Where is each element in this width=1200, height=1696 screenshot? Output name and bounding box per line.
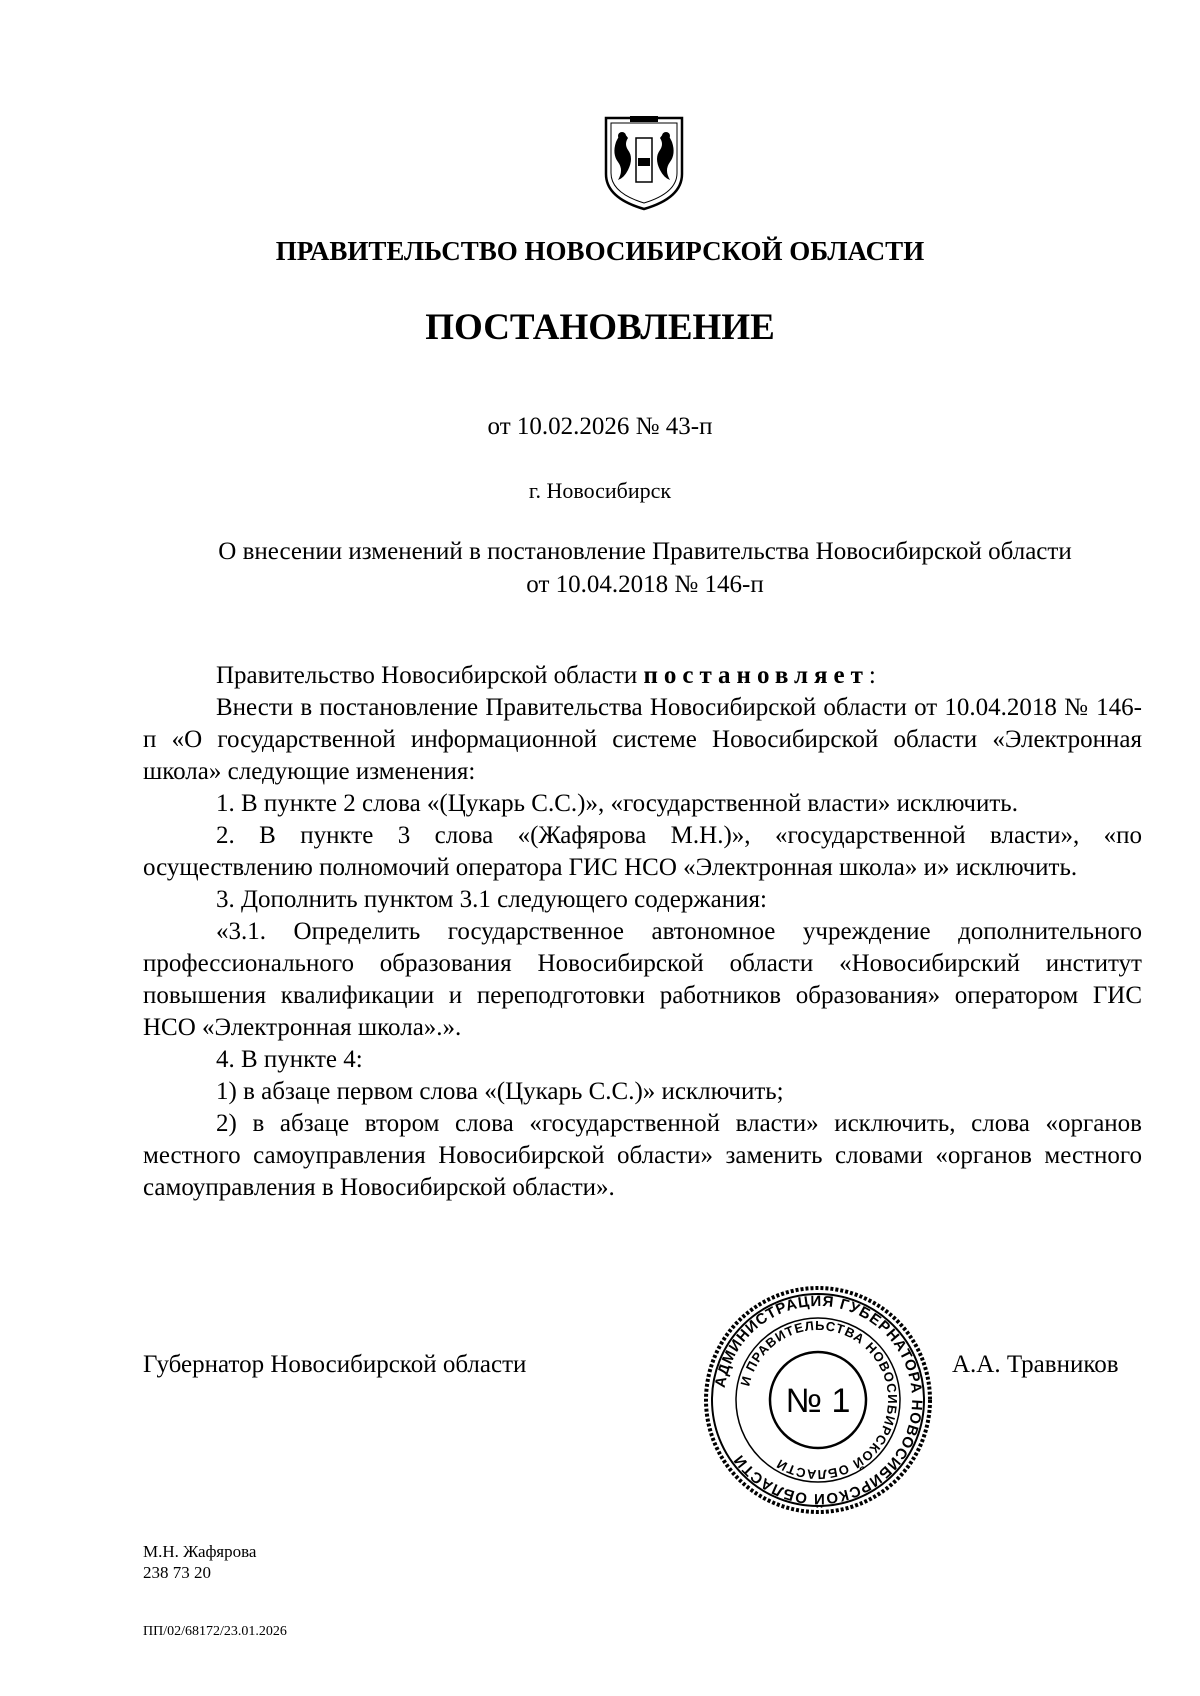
seal-center-number: № 1 — [785, 1382, 851, 1420]
body-paragraph: «3.1. Определить государственное автономное учреждение дополнительного профессионального образования Новосибирской области «Новосибирский институт повышения квалификации и переподготовки работников образования» оператором ГИС НСО «Электронная школа».». — [143, 918, 1142, 1041]
performer-name: М.Н. Жафярова — [143, 1542, 257, 1561]
document-reference: ПП/02/68172/23.01.2026 — [143, 1624, 287, 1639]
body-paragraph: 2. В пункте 3 слова «(Жафярова М.Н.)», «государственной власти», «по осуществлению полномочий оператора ГИС НСО «Электронная школа» и» исключить. — [143, 822, 1142, 881]
body-paragraph: 3. Дополнить пунктом 3.1 следующего содержания: — [216, 886, 767, 913]
body-paragraph: 2) в абзаце втором слова «государственной власти» исключить, слова «органов местного самоуправления Новосибирской области» заменить словами «органов местного самоуправления в Новосибирской области». — [143, 1110, 1142, 1201]
document-subject — [150, 535, 1140, 601]
signatory-position: Губернатор Новосибирской области — [143, 1351, 527, 1378]
body-paragraph: 1) в абзаце первом слова «(Цукарь С.С.)» исключить; — [216, 1078, 784, 1105]
performer-info — [143, 1541, 256, 1583]
official-seal-stamp — [698, 1280, 938, 1520]
performer-phone: 238 73 20 — [143, 1563, 211, 1582]
body-intro — [143, 660, 1142, 692]
coat-of-arms-icon — [602, 112, 686, 212]
body-paragraph: Внести в постановление Правительства Новосибирской области от 10.04.2018 № 146-п «О государственной информационной системе Новосибирской области «Электронная школа» следующие изменения: — [143, 694, 1142, 785]
seal-outer-text: АДМИНИСТРАЦИЯ ГУБЕРНАТОРА НОВОСИБИРСКОЙ ОБЛАСТИ — [711, 1292, 926, 1508]
intro-prefix: Правительство Новосибирской области — [216, 662, 644, 689]
signatory-name: А.А. Травников — [952, 1351, 1119, 1378]
seal-inner-text: И ПРАВИТЕЛЬСТВА НОВОСИБИРСКОЙ ОБЛАСТИ — [737, 1317, 901, 1483]
subject-line-1: О внесении изменений в постановление Правительства Новосибирской области — [218, 538, 1072, 565]
document-city: г. Новосибирск — [528, 478, 672, 503]
document-date-number: от 10.02.2026 № 43-п — [487, 413, 713, 440]
organization-title: ПРАВИТЕЛЬСТВО НОВОСИБИРСКОЙ ОБЛАСТИ — [275, 236, 925, 266]
document-type-title: ПОСТАНОВЛЕНИЕ — [425, 307, 775, 348]
intro-emphasis: постановляет — [643, 662, 869, 689]
subject-line-2: от 10.04.2018 № 146-п — [526, 571, 764, 598]
body-paragraph: 4. В пункте 4: — [216, 1046, 363, 1073]
body-text — [143, 660, 1142, 1204]
body-paragraph: 1. В пункте 2 слова «(Цукарь С.С.)», «государственной власти» исключить. — [216, 790, 1018, 817]
intro-suffix: : — [868, 662, 876, 689]
